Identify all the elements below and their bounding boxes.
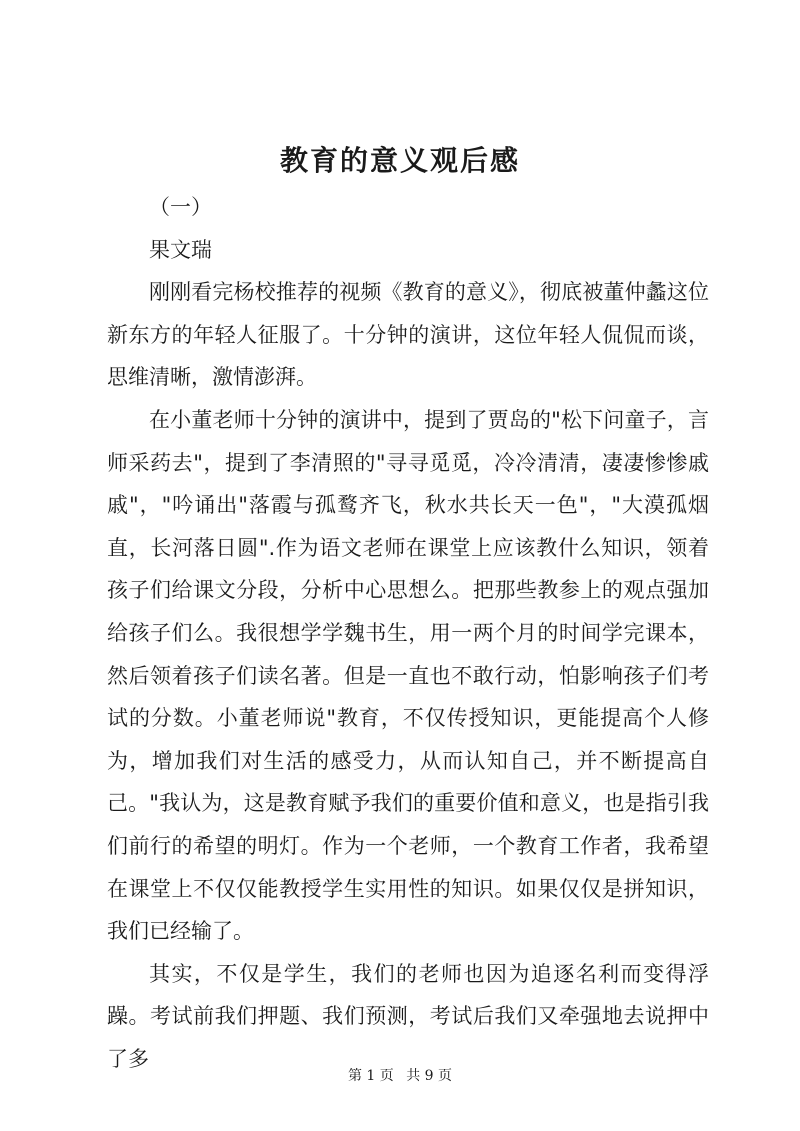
section-label: （一） (149, 195, 212, 219)
paragraph: 其实，不仅是学生，我们的老师也因为追逐名利而变得浮躁。考试前我们押题、我们预测，考试后我们又牵强地去说押中了多 (107, 961, 709, 1071)
paragraph: 刚刚看完杨校推荐的视频《教育的意义》，彻底被董仲蠡这位新东方的年轻人征服了。十分钟的演讲，这位年轻人侃侃而谈，思维清晰，激情澎湃。 (107, 280, 709, 390)
author-name: 果文瑞 (149, 237, 212, 262)
document-title: 教育的意义观后感 (279, 144, 520, 177)
page-total: 共 9 页 (406, 1068, 453, 1084)
page-footer (0, 1066, 800, 1086)
document-body (107, 186, 709, 1080)
paragraph: 在小董老师十分钟的演讲中，提到了贾岛的"松下问童子，言师采药去"，提到了李清照的"寻寻觅觅，冷冷清清，凄凄惨惨戚戚"，"吟诵出"落霞与孤鹜齐飞，秋水共长天一色"，"大漠孤烟直，长河落日圆".作为语文老师在课堂上应该教什么知识，领着孩子们给课文分段，分析中心思想么。把那些教参上的观点强加给孩子们么。我很想学学魏书生，用一两个月的时间学完课本，然后领着孩子们读名著。但是一直也不敢行动，怕影响孩子们考试的分数。小董老师说"教育，不仅传授知识，更能提高个人修为，增加我们对生活的感受力，从而认知自己，并不断提高自己。"我认为，这是教育赋予我们的重要价值和意义，也是指引我们前行的希望的明灯。作为一个老师，一个教育工作者，我希望在课堂上不仅仅能教授学生实用性的知识。如果仅仅是拼知识，我们已经输了。 (107, 407, 709, 944)
page-number: 第 1 页 (347, 1068, 394, 1084)
